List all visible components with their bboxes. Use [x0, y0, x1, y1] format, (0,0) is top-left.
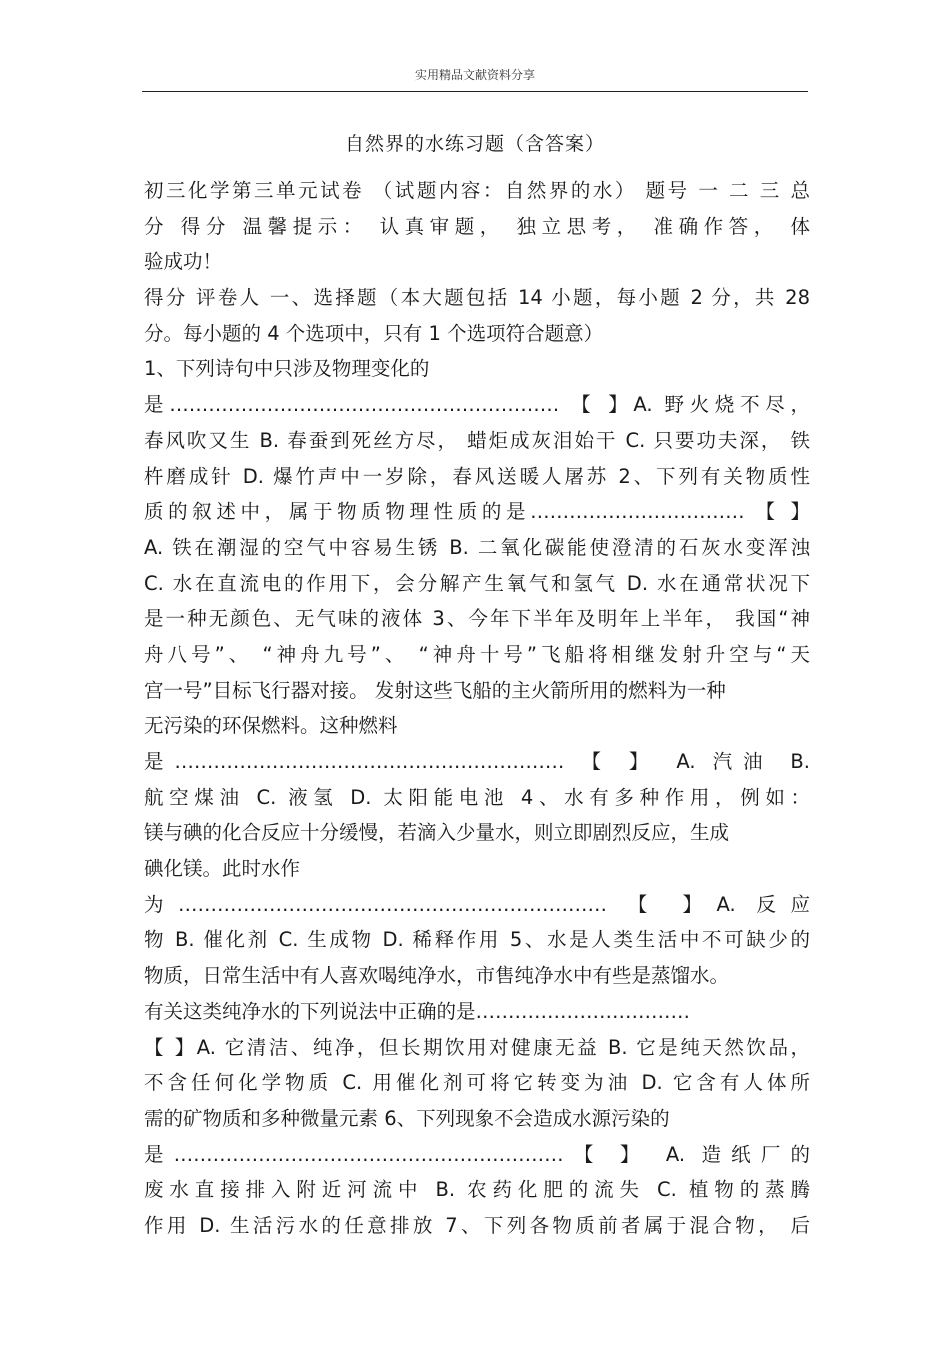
text-line: 航空煤油 C. 液氢 D. 太阳能电池 4、水有多种作用，例如： [144, 785, 810, 809]
document-title: 自然界的水练习题（含答案） [344, 133, 605, 155]
text-line: A. 铁在潮湿的空气中容易生锈 B. 二氧化碳能使澄清的石灰水变浑浊 [144, 535, 810, 559]
text-line: 初三化学第三单元试卷 （试题内容：自然界的水） 题号 一 二 三 总 [144, 179, 810, 202]
document-body [144, 173, 810, 1244]
text-line: 春风吹又生 B. 春蚕到死丝方尽， 蜡炬成灰泪始干 C. 只要功夫深， 铁 [144, 428, 810, 452]
text-line: 物质，日常生活中有人喜欢喝纯净水，市售纯净水中有些是蒸馏水。 [144, 964, 730, 988]
text-line: 验成功！ [144, 250, 223, 274]
text-line: 需的矿物质和多种微量元素 6、下列现象不会造成水源污染的 [144, 1106, 670, 1130]
text-line: 是一种无颜色、无气味的液体 3、今年下半年及明年上半年， 我国“神 [144, 607, 810, 631]
text-line: 是…………………………………………………… 【 】A. 野火烧不尽， [144, 393, 810, 417]
text-line: 得分 评卷人 一、选择题（本大题包括 14 小题，每小题 2 分，共 28 [144, 286, 810, 310]
text-line: 是……………………………………………………【 】 A. 造纸厂的 [144, 1142, 810, 1166]
header-divider [142, 91, 808, 92]
text-line: 不含任何化学物质 C. 用催化剂可将它转变为油 D. 它含有人体所 [144, 1071, 810, 1095]
text-line: 镁与碘的化合反应十分缓慢，若滴入少量水，则立即剧烈反应，生成 [144, 821, 730, 845]
text-line: 物 B. 催化剂 C. 生成物 D. 稀释作用 5、水是人类生活中不可缺少的 [144, 928, 810, 952]
text-line: 分 得分 温馨提示： 认真审题， 独立思考， 准确作答， 体 [144, 214, 810, 238]
text-line: 1、下列诗句中只涉及物理变化的 [144, 357, 430, 381]
text-line: 分。每小题的 4 个选项中，只有 1 个选项符合题意） [144, 321, 604, 345]
text-line: 废水直接排入附近河流中 B. 农药化肥的流失 C. 植物的蒸腾 [144, 1178, 810, 1202]
text-line: 【 】A. 它清洁、纯净，但长期饮用对健康无益 B. 它是纯天然饮品， [144, 1035, 810, 1059]
text-line: 舟八号”、 “神舟九号”、 “神舟十号”飞船将相继发射升空与“天 [144, 642, 810, 666]
text-line: 为………………………………………………………… 【 】A. 反应 [144, 892, 810, 916]
text-line: 有关这类纯净水的下列说法中正确的是…………………………… [144, 999, 691, 1023]
text-line: 质的叙述中，属于物质物理性质的是…………………………… 【 】 [144, 500, 810, 524]
text-line: 无污染的环保燃料。这种燃料 [144, 714, 398, 738]
text-line: 是…………………………………………………… 【 】 A. 汽油 B. [144, 750, 810, 773]
text-line: 碘化镁。此时水作 [144, 857, 301, 881]
text-line: 作用 D. 生活污水的任意排放 7、下列各物质前者属于混合物， 后 [144, 1213, 810, 1237]
text-line: C. 水在直流电的作用下，会分解产生氧气和氢气 D. 水在通常状况下 [144, 571, 810, 595]
text-line: 杵磨成针 D. 爆竹声中一岁除，春风送暖人屠苏 2、下列有关物质性 [144, 464, 810, 488]
page-header: 实用精品文献资料分享 [414, 68, 535, 82]
text-line: 宫一号”目标飞行器对接。 发射这些飞船的主火箭所用的燃料为一种 [144, 678, 726, 702]
